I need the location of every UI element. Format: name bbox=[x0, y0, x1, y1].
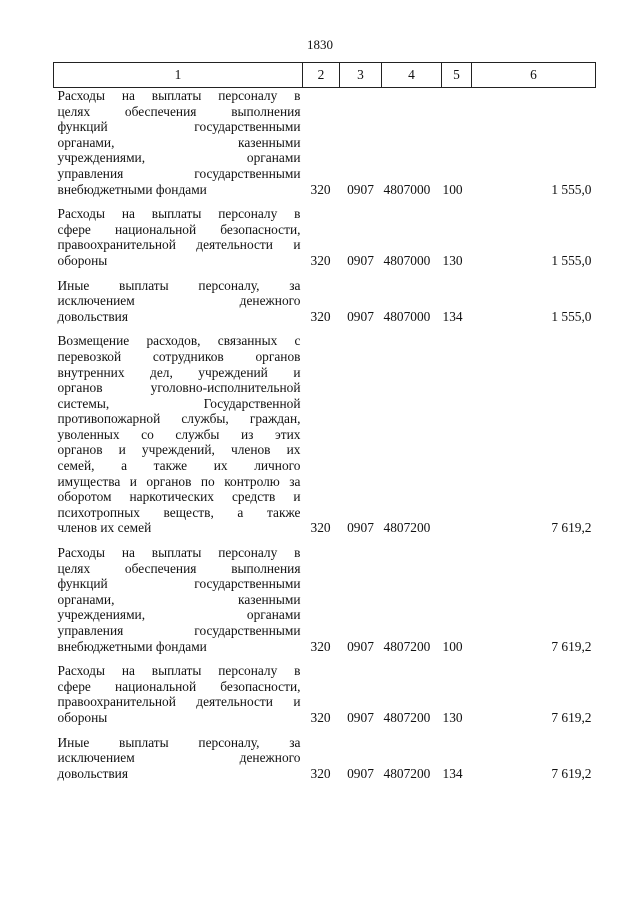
row-spacer bbox=[54, 536, 596, 545]
expense-name-line: системы, Государственной bbox=[57, 395, 301, 411]
expense-name-cell bbox=[54, 88, 303, 198]
expense-name-line: исключением денежного bbox=[57, 750, 301, 766]
expense-name-line: Иные выплаты персоналу, за bbox=[57, 734, 301, 750]
expense-name-cell bbox=[54, 206, 303, 268]
expense-name-line: Расходы на выплаты персоналу в bbox=[57, 545, 301, 561]
row-spacer-cell bbox=[54, 324, 596, 333]
expense-name-line: Возмещение расходов, связанных с bbox=[57, 333, 301, 349]
expense-name-line: уволенных со службы из этих bbox=[57, 426, 301, 442]
page-number: 1830 bbox=[307, 37, 333, 52]
target-article-cell: 4807000 bbox=[383, 181, 431, 197]
expense-name-line: членов их семей bbox=[57, 520, 152, 536]
table-row bbox=[54, 735, 596, 782]
expense-name-line: функций государственными bbox=[57, 119, 301, 135]
amount-cell: 1 555,0 bbox=[551, 181, 592, 197]
section-code-cell: 0907 bbox=[347, 181, 374, 197]
table-header-row bbox=[54, 63, 596, 88]
row-spacer bbox=[54, 269, 596, 278]
row-spacer-cell bbox=[54, 269, 596, 278]
target-article-cell: 4807000 bbox=[383, 252, 431, 268]
expense-name-line: противопожарной службы, граждан, bbox=[57, 411, 301, 427]
column-header-1: 1 bbox=[54, 63, 303, 88]
expense-name-line: внебюджетными фондами bbox=[57, 638, 207, 654]
amount-cell: 1 555,0 bbox=[551, 308, 592, 324]
section-code-cell: 0907 bbox=[347, 765, 374, 781]
column-header-5: 5 bbox=[442, 63, 472, 88]
ministry-code-cell: 320 bbox=[310, 308, 331, 324]
expense-type-cell: 100 bbox=[442, 638, 463, 654]
row-spacer-cell bbox=[54, 536, 596, 545]
expense-name-line: имущества и органов по контролю за bbox=[57, 473, 301, 489]
expense-name-line: оборотом наркотических средств и bbox=[57, 489, 301, 505]
expense-name-line: управления государственными bbox=[57, 165, 301, 181]
expense-name-line: перевозкой сотрудников органов bbox=[57, 348, 301, 364]
expense-name-line: обороны bbox=[57, 252, 108, 268]
expense-name-cell bbox=[54, 278, 303, 325]
expense-name-line: функций государственными bbox=[57, 576, 301, 592]
expense-name-line: органов уголовно-исполнительной bbox=[57, 380, 301, 396]
expense-name-line: Расходы на выплаты персоналу в bbox=[57, 206, 301, 222]
expense-name-line: психотропных веществ, а также bbox=[57, 504, 301, 520]
table-body bbox=[54, 88, 596, 782]
row-spacer bbox=[54, 654, 596, 663]
expense-name-line: сфере национальной безопасности, bbox=[57, 678, 301, 694]
expense-type-cell: 134 bbox=[442, 765, 463, 781]
column-header-3: 3 bbox=[340, 63, 382, 88]
expense-name-line: учреждениями, органами bbox=[57, 150, 301, 166]
expense-name-line: учреждениями, органами bbox=[57, 607, 301, 623]
expense-name-line: семей, а также их личного bbox=[57, 458, 301, 474]
target-article-cell: 4807200 bbox=[383, 709, 431, 725]
budget-table bbox=[53, 62, 596, 781]
row-spacer-cell bbox=[54, 726, 596, 735]
table-row bbox=[54, 88, 596, 198]
expense-name-line: обороны bbox=[57, 709, 108, 725]
expense-name-cell bbox=[54, 735, 303, 782]
expense-name-cell bbox=[54, 663, 303, 725]
table-row bbox=[54, 663, 596, 725]
expense-name-line: органами, казенными bbox=[57, 134, 301, 150]
row-spacer-cell bbox=[54, 654, 596, 663]
expense-name-cell bbox=[54, 545, 303, 654]
section-code-cell: 0907 bbox=[347, 520, 374, 536]
expense-name-line: правоохранительной деятельности и bbox=[57, 694, 301, 710]
row-spacer bbox=[54, 197, 596, 206]
table-row bbox=[54, 333, 596, 536]
table-row bbox=[54, 206, 596, 268]
amount-cell: 1 555,0 bbox=[551, 252, 592, 268]
expense-name-line: Иные выплаты персоналу, за bbox=[57, 277, 301, 293]
row-spacer-cell bbox=[54, 197, 596, 206]
amount-cell: 7 619,2 bbox=[551, 638, 592, 654]
expense-name-line: целях обеспечения выполнения bbox=[57, 560, 301, 576]
expense-name-line: довольствия bbox=[57, 308, 128, 324]
expense-type-cell bbox=[442, 333, 472, 536]
ministry-code-cell: 320 bbox=[310, 181, 331, 197]
expense-type-cell: 134 bbox=[442, 308, 463, 324]
expense-name-line: исключением денежного bbox=[57, 293, 301, 309]
section-code-cell: 0907 bbox=[347, 709, 374, 725]
expense-name-line: Расходы на выплаты персоналу в bbox=[57, 663, 301, 679]
amount-cell: 7 619,2 bbox=[551, 709, 592, 725]
section-code-cell: 0907 bbox=[347, 638, 374, 654]
expense-name-line: сфере национальной безопасности, bbox=[57, 221, 301, 237]
column-header-2: 2 bbox=[303, 63, 340, 88]
table-row bbox=[54, 278, 596, 325]
expense-type-cell: 130 bbox=[442, 709, 463, 725]
section-code-cell: 0907 bbox=[347, 252, 374, 268]
ministry-code-cell: 320 bbox=[310, 709, 331, 725]
column-header-6: 6 bbox=[472, 63, 596, 88]
target-article-cell: 4807000 bbox=[383, 308, 431, 324]
expense-name-line: довольствия bbox=[57, 765, 128, 781]
expense-name-line: целях обеспечения выполнения bbox=[57, 103, 301, 119]
row-spacer bbox=[54, 726, 596, 735]
expense-name-line: управления государственными bbox=[57, 623, 301, 638]
column-header-4: 4 bbox=[382, 63, 442, 88]
row-spacer bbox=[54, 324, 596, 333]
amount-cell: 7 619,2 bbox=[551, 520, 592, 536]
expense-name-line: органов и учреждений, членов их bbox=[57, 442, 301, 458]
expense-name-line: внутренних дел, учреждений и bbox=[57, 364, 301, 380]
ministry-code-cell: 320 bbox=[310, 520, 331, 536]
expense-name-cell bbox=[54, 333, 303, 536]
target-article-cell: 4807200 bbox=[383, 765, 431, 781]
section-code-cell: 0907 bbox=[347, 308, 374, 324]
ministry-code-cell: 320 bbox=[310, 765, 331, 781]
expense-type-cell: 100 bbox=[442, 181, 463, 197]
ministry-code-cell: 320 bbox=[310, 252, 331, 268]
expense-name-line: органами, казенными bbox=[57, 591, 301, 607]
amount-cell: 7 619,2 bbox=[551, 765, 592, 781]
target-article-cell: 4807200 bbox=[383, 520, 431, 536]
expense-name-line: внебюджетными фондами bbox=[57, 181, 207, 197]
expense-name-line: правоохранительной деятельности и bbox=[57, 237, 301, 253]
expense-type-cell: 130 bbox=[442, 252, 463, 268]
ministry-code-cell: 320 bbox=[310, 638, 331, 654]
table-row bbox=[54, 545, 596, 654]
target-article-cell: 4807200 bbox=[383, 638, 431, 654]
expense-name-line: Расходы на выплаты персоналу в bbox=[57, 88, 301, 103]
